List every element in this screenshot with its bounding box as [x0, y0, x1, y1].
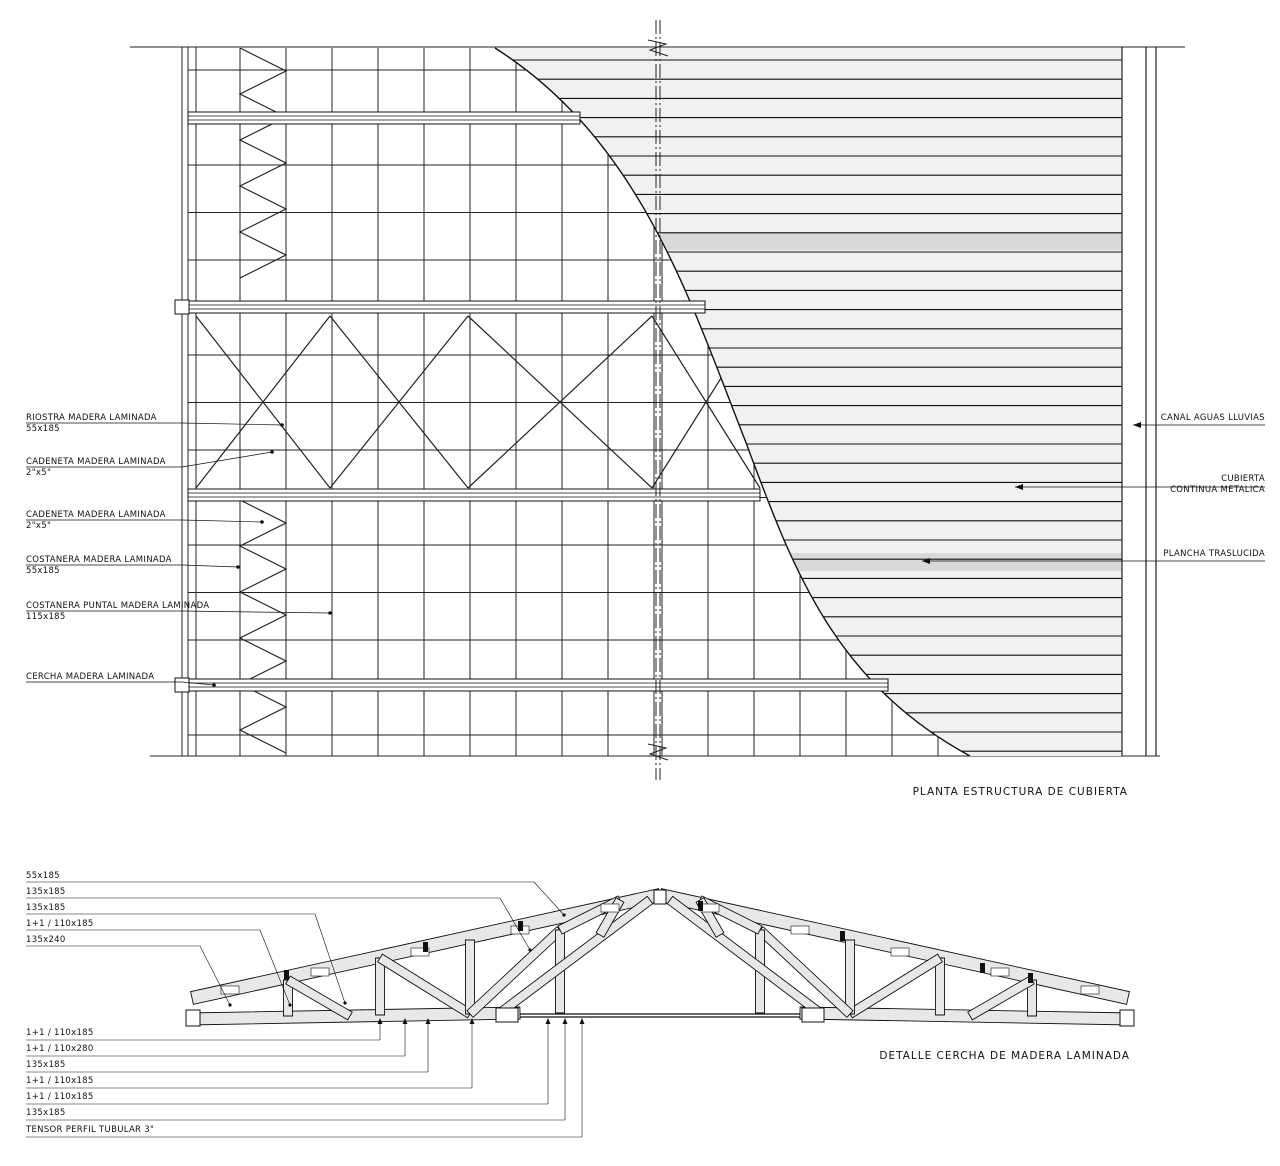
leader-line — [260, 930, 290, 1005]
connector — [1028, 973, 1033, 983]
right-label-1: CANAL AGUAS LLUVIAS — [1160, 413, 1265, 423]
end-support — [1120, 1010, 1134, 1026]
leader-arrow — [546, 1018, 551, 1024]
leader-arrow — [288, 1003, 291, 1006]
gusset-plate — [991, 968, 1009, 976]
gusset-plate — [311, 968, 329, 976]
bracing — [240, 500, 286, 753]
leader-arrow — [270, 450, 274, 454]
truss-bottom-label-7: TENSOR PERFIL TUBULAR 3" — [26, 1125, 155, 1135]
truss-bottom-label-2: 1+1 / 110x280 — [26, 1044, 94, 1054]
connector — [518, 921, 523, 931]
left-label-1-size: 55x185 — [26, 424, 60, 434]
connector — [423, 942, 428, 952]
truss-detail — [186, 889, 1134, 1026]
right-label-3: PLANCHA TRASLUCIDA — [1163, 549, 1265, 559]
translucent-sheet — [495, 553, 1122, 571]
web-member — [466, 940, 475, 1014]
truss-top-label-4: 1+1 / 110x185 — [26, 919, 94, 929]
truss-top-label-3: 135x185 — [26, 903, 66, 913]
gusset-plate — [791, 926, 809, 934]
truss-beam — [188, 679, 888, 691]
roof-plan — [26, 20, 1265, 798]
left-label-4: COSTANERA MADERA LAMINADA — [26, 555, 172, 565]
left-label-6: CERCHA MADERA LAMINADA — [26, 672, 155, 682]
leader-arrow — [528, 948, 531, 951]
connector — [840, 931, 845, 941]
bracing — [240, 48, 286, 278]
connector — [284, 970, 289, 980]
left-label-4-size: 55x185 — [26, 566, 60, 576]
leader-arrow — [228, 1003, 231, 1006]
leader-line — [182, 520, 262, 522]
truss-top-label-5: 135x240 — [26, 935, 66, 945]
truss-beam — [188, 489, 760, 501]
leader-arrow — [212, 683, 216, 687]
web-member — [376, 958, 385, 1015]
leader-arrow — [562, 913, 565, 916]
left-label-3-size: 2"x5" — [26, 521, 52, 531]
connector — [980, 963, 985, 973]
truss-bottom-label-4: 1+1 / 110x185 — [26, 1076, 94, 1086]
left-label-2: CADENETA MADERA LAMINADA — [26, 457, 166, 467]
end-support — [186, 1010, 200, 1026]
web-member — [846, 940, 855, 1014]
truss-beam — [188, 112, 580, 124]
truss-top-label-2: 135x185 — [26, 887, 66, 897]
truss-support — [175, 678, 189, 692]
leader-arrow — [280, 423, 284, 427]
truss-top-label-1: 55x185 — [26, 871, 60, 881]
leader-line — [534, 882, 564, 915]
gutter — [1122, 47, 1156, 756]
truss-bottom-label-3: 135x185 — [26, 1060, 66, 1070]
truss-bottom-label-1: 1+1 / 110x185 — [26, 1028, 94, 1038]
left-label-5: COSTANERA PUNTAL MADERA LAMINADA — [26, 601, 210, 611]
tensor-plate — [496, 1008, 518, 1022]
connector — [698, 901, 703, 911]
truss-bottom-label-5: 1+1 / 110x185 — [26, 1092, 94, 1102]
truss-beam — [188, 301, 705, 313]
ridge-plate — [654, 890, 666, 904]
leader-line — [182, 565, 238, 567]
left-label-2-size: 2"x5" — [26, 468, 52, 478]
gusset-plate — [701, 904, 719, 912]
truss-support — [175, 300, 189, 314]
gusset-plate — [601, 904, 619, 912]
gusset-plate — [1081, 986, 1099, 994]
leader-arrow — [580, 1018, 585, 1024]
leader-line — [182, 611, 330, 613]
left-label-3: CADENETA MADERA LAMINADA — [26, 510, 166, 520]
leader-line — [182, 423, 282, 425]
web-member — [936, 958, 945, 1015]
right-label-2-sub: CONTINUA METALICA — [1170, 485, 1265, 495]
left-label-5-size: 115x185 — [26, 612, 66, 622]
leader-arrow — [328, 611, 332, 615]
plan-title: PLANTA ESTRUCTURA DE CUBIERTA — [912, 786, 1128, 798]
leader-arrow — [260, 520, 264, 524]
leader-arrow — [1133, 422, 1141, 428]
leader-arrow — [236, 565, 240, 569]
truss-title: DETALLE CERCHA DE MADERA LAMINADA — [879, 1050, 1130, 1062]
gusset-plate — [891, 948, 909, 956]
right-label-2: CUBIERTA — [1221, 474, 1265, 484]
tensor-plate — [802, 1008, 824, 1022]
leader-arrow — [343, 1001, 346, 1004]
leader-arrow — [563, 1018, 568, 1024]
left-label-1: RIOSTRA MADERA LAMINADA — [26, 413, 157, 423]
truss-bottom-label-6: 135x185 — [26, 1108, 66, 1118]
translucent-sheet — [495, 232, 1122, 250]
